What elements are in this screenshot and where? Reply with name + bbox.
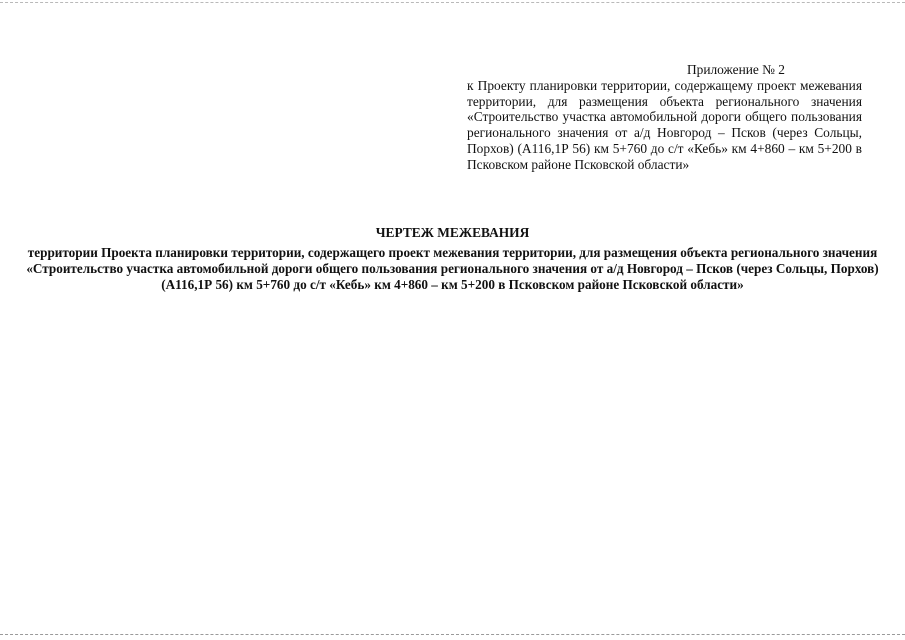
appendix-block xyxy=(467,62,862,173)
scan-edge-bottom xyxy=(0,634,905,635)
appendix-title: Приложение № 2 xyxy=(686,62,786,77)
scan-edge-top xyxy=(0,2,905,3)
drawing-subtitle: территории Проекта планировки территории, содержащего проект межевания территории, для размещения объекта регионального значения «Строительство участка автомобильной дороги общего пользования регионального значения от а/д Новгород – Псков (через Сольцы, Порхов) (А116,1Р 56) км 5+760 до с/т «Кебь» км 4+860 – км 5+200 в Псковском районе Псковской области» xyxy=(26,245,879,293)
drawing-title: ЧЕРТЕЖ МЕЖЕВАНИЯ xyxy=(375,225,530,240)
appendix-text: к Проекту планировки территории, содержащему проект межевания территории, для размещения объекта регионального значения «Строительство участка автомобильной дороги общего пользования регионального значения от а/д Новгород – Псков (через Сольцы, Порхов) (А116,1Р 56) км 5+760 до с/т «Кебь» км 4+860 – км 5+200 в Псковском районе Псковской области» xyxy=(467,77,862,172)
